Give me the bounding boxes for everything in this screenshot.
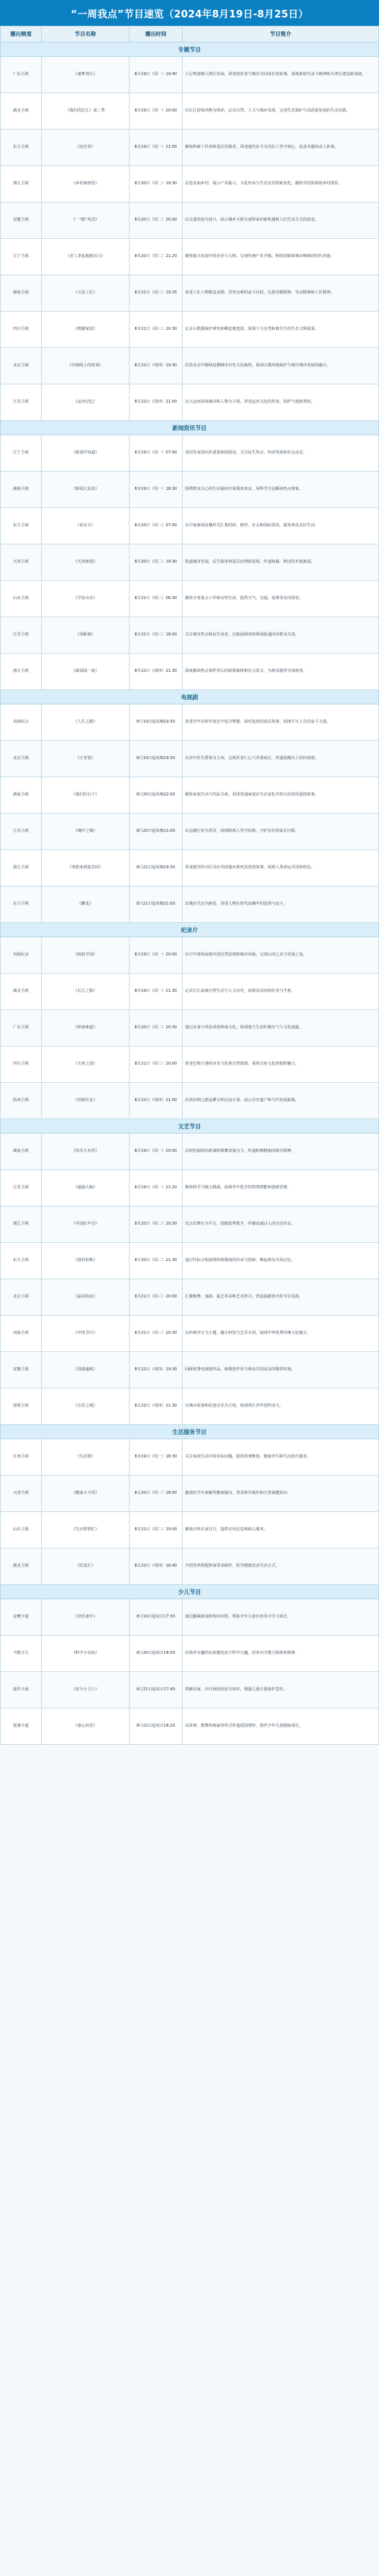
table-row: [1, 1170, 379, 1206]
program-program: 《新闻早知道》: [42, 435, 130, 472]
table-row: [1, 166, 379, 202]
program-channel: 优漫卡通: [1, 1708, 42, 1745]
table-row: [1, 617, 379, 654]
program-channel: 东方卫视: [1, 130, 42, 166]
section-row: [1, 421, 379, 435]
section-title: 纪录片: [1, 923, 379, 937]
table-row: [1, 435, 379, 472]
table-row: [1, 1548, 379, 1585]
program-description: 报道城市发展、民生服务和基层治理新进展，传递权威、鲜活的本地新闻。: [183, 544, 379, 581]
program-program: 《天津新闻》: [42, 544, 130, 581]
program-time: 8月20日起每晚22:00: [130, 777, 183, 814]
program-description: 通过趣味游戏和知识问答，帮助少年儿童在快乐中学习成长。: [183, 1599, 379, 1636]
program-channel: 江西卫视: [1, 1439, 42, 1476]
table-row: [1, 1010, 379, 1046]
program-program: 《人生之路》: [42, 704, 130, 741]
program-program: 《欢迎来到麦乐村》: [42, 850, 130, 886]
program-channel: 湖北卫视: [1, 93, 42, 130]
table-row: [1, 1672, 379, 1708]
program-channel: 四川卫视: [1, 1046, 42, 1083]
program-time: 8月21日起每晚19:30: [130, 850, 183, 886]
program-channel: 江苏卫视: [1, 617, 42, 654]
program-description: 聚焦科学与脑力挑战，展现青年选手的智慧潜能和创新思维。: [183, 1170, 379, 1206]
program-description: 立足粤港澳大湾区发展，讲述创业者与城市共同成长的故事，展现新时代奋斗精神和大湾区建设新成就。: [183, 57, 379, 93]
program-time: 8月22日（周四）21:00: [130, 384, 183, 421]
program-program: 《最强大脑》: [42, 1170, 130, 1206]
program-time: 8月22日（周四）19:30: [130, 1352, 183, 1388]
program-channel: 湖北卫视: [1, 974, 42, 1010]
section-title: 专题节目: [1, 42, 379, 57]
table-row: [1, 472, 379, 508]
program-program: 《我们的长江》第二季: [42, 93, 130, 130]
program-description: 记录长江流域自然生态与人文历史，展现母亲河的壮美与生机。: [183, 974, 379, 1010]
page-title: “一周我点”节目速览（2024年8月19日-8月25日）: [0, 0, 379, 26]
program-description: 以长江沿线风物为线索，记录自然、人文与城乡发展，呈现生态保护与高质量发展的生动实践。: [183, 93, 379, 130]
section-title: 生活服务节目: [1, 1425, 379, 1439]
program-description: 以传统节日为主题，融合科技与艺术手段，展现中华优秀传统文化魅力。: [183, 1316, 379, 1352]
program-program: 《老工业基地新活力》: [42, 239, 130, 275]
program-description: 聚焦科研工作者和基层实践者，讲述他们在平凡岗位上坚守初心、追求卓越的动人故事。: [183, 130, 379, 166]
program-description: 以青年医生群体为主角，呈现医者仁心与青春成长，传递温暖向上的价值观。: [183, 741, 379, 777]
program-description: 走进美丽乡村，展示产业振兴、文化传承与生态宜居的新变化，描绘共同富裕的乡村图景。: [183, 166, 379, 202]
program-time: 8月19日起每日17:30: [130, 1599, 183, 1636]
program-program: 《最美的夜》: [42, 1279, 130, 1316]
program-time: 8月20日（周二）20:30: [130, 1206, 183, 1243]
table-row: [1, 544, 379, 581]
program-time: 8月21日（周三）20:30: [130, 312, 183, 348]
program-program: 《生活帮》: [42, 1439, 130, 1476]
program-description: 聚焦家庭生活与代际关系，讲述普通家庭在生活变化中相互扶持的温情故事。: [183, 777, 379, 814]
table-row: [1, 886, 379, 923]
program-time: 8月21日起每日17:40: [130, 1672, 183, 1708]
table-row: [1, 384, 379, 421]
table-row: [1, 348, 379, 384]
program-channel: 北京卫视: [1, 741, 42, 777]
section-row: [1, 42, 379, 57]
program-channel: 浙江卫视: [1, 166, 42, 202]
program-time: 8月19日（周一）19:40: [130, 57, 183, 93]
program-channel: 江苏卫视: [1, 814, 42, 850]
program-description: 以故事、歌舞和朗诵等形式传递爱国情怀，陪伴少年儿童健康成长。: [183, 1708, 379, 1745]
table-body: [1, 42, 379, 1745]
table-row: [1, 814, 379, 850]
program-time: 8月20日（周二）20:30: [130, 1010, 183, 1046]
table-row: [1, 508, 379, 544]
program-time: 8月20日起每日18:00: [130, 1636, 183, 1672]
program-program: 《音乐之城》: [42, 1388, 130, 1425]
program-time: 8月19日（周一）21:30: [130, 974, 183, 1010]
program-program: 《早安山东》: [42, 581, 130, 617]
program-channel: 河南卫视: [1, 1316, 42, 1352]
program-time: 8月19日（周一）20:00: [130, 93, 183, 130]
table-row: [1, 937, 379, 974]
program-channel: 湖南卫视: [1, 472, 42, 508]
program-program: 《我们的歌》: [42, 1243, 130, 1279]
program-time: 8月20日（周二）21:30: [130, 1243, 183, 1279]
program-channel: 江苏卫视: [1, 1170, 42, 1206]
program-time: 8月19日（周一）20:00: [130, 937, 183, 974]
program-channel: 浙江卫视: [1, 850, 42, 886]
section-row: [1, 1119, 379, 1134]
program-program: 《天府之国》: [42, 1046, 130, 1083]
program-channel: 天津卫视: [1, 1476, 42, 1512]
program-program: 《童心向党》: [42, 1708, 130, 1745]
program-program: 《新闻大求真》: [42, 472, 130, 508]
program-program: 《饮食汇》: [42, 1548, 130, 1585]
table-row: [1, 777, 379, 814]
program-channel: 卡酷少儿: [1, 1636, 42, 1672]
program-channel: 四川卫视: [1, 312, 42, 348]
program-channel: 深圳卫视: [1, 1388, 42, 1425]
program-channel: 央视纪录: [1, 937, 42, 974]
table-row: [1, 1599, 379, 1636]
program-program: 《中国节日》: [42, 1316, 130, 1352]
program-program: 《生活帮帮忙》: [42, 1512, 130, 1548]
program-channel: 江苏卫视: [1, 384, 42, 421]
program-description: 讲述青年在时代变迁中追寻理想、面对选择的成长故事，展现平凡人生的奋斗力量。: [183, 704, 379, 741]
program-program: 《岭南味道》: [42, 1010, 130, 1046]
program-program: 《乡村新画卷》: [42, 166, 130, 202]
program-program: 《大国工匠》: [42, 275, 130, 312]
program-time: 8月21日（周三）20:30: [130, 1316, 183, 1352]
program-time: 8月19日（周一）18:30: [130, 1439, 183, 1476]
section-row: [1, 1425, 379, 1439]
table-row: [1, 93, 379, 130]
header-time: 播出时间: [130, 27, 183, 42]
table-row: [1, 850, 379, 886]
program-program: 《我们的日子》: [42, 777, 130, 814]
program-channel: 央视综合: [1, 704, 42, 741]
program-channel: 湖南卫视: [1, 1134, 42, 1170]
program-description: 以空中视角展现中国自然景观和城市风貌，呈现山河之美与发展之变。: [183, 937, 379, 974]
program-time: 8月22日（周四）18:40: [130, 1548, 183, 1585]
program-program: 《繁花》: [42, 886, 130, 923]
program-time: 8月21日（周三）20:00: [130, 1046, 183, 1083]
table-row: [1, 1388, 379, 1425]
program-program: 《一“路”风景》: [42, 202, 130, 239]
program-channel: 北京卫视: [1, 348, 42, 384]
program-description: 讲述巴蜀大地的历史文化和自然资源，展现天府文化的独特魅力。: [183, 1046, 379, 1083]
table-row: [1, 312, 379, 348]
program-description: 以城市生活为画卷，讲述人物在时代浪潮中的选择与奋斗。: [183, 886, 379, 923]
program-time: 8月20日起每晚21:00: [130, 814, 183, 850]
program-time: 8月21日（周三）06:30: [130, 581, 183, 617]
program-time: 8月19日（周一）21:00: [130, 130, 183, 166]
program-channel: 浙江卫视: [1, 1206, 42, 1243]
program-description: 聚焦全省重点工作和百姓生活，提供天气、交通、消费等实用资讯。: [183, 581, 379, 617]
program-time: 8月20日（周二）19:30: [130, 166, 183, 202]
program-channel: 安徽卫视: [1, 202, 42, 239]
program-channel: 嘉佳卡通: [1, 1672, 42, 1708]
table-row: [1, 741, 379, 777]
table-row: [1, 1206, 379, 1243]
program-time: 8月21日（周三）19:35: [130, 275, 183, 312]
program-time: 8月20日（周二）07:00: [130, 508, 183, 544]
table-row: [1, 974, 379, 1010]
program-program: 《正青春》: [42, 741, 130, 777]
section-title: 新闻资讯节目: [1, 421, 379, 435]
section-row: [1, 1585, 379, 1599]
program-channel: 湖北卫视: [1, 1548, 42, 1585]
program-description: 以轻松愉快的游戏和歌舞表演为主，传递积极健康的娱乐精神。: [183, 1134, 379, 1170]
table-row: [1, 1708, 379, 1745]
program-time: 8月19日（周一）21:20: [130, 1170, 183, 1206]
program-program: 《城中之城》: [42, 814, 130, 850]
program-description: 深度解读热点事件背后的政策脉络和社会意义，为观众提供全面视角。: [183, 654, 379, 690]
program-program: 《安全小卫士》: [42, 1672, 130, 1708]
program-time: 8月20日（周二）19:30: [130, 544, 183, 581]
program-channel: 东方卫视: [1, 886, 42, 923]
program-program: 《快乐童年》: [42, 1599, 130, 1636]
program-channel: 天津卫视: [1, 544, 42, 581]
program-channel: 东方卫视: [1, 1243, 42, 1279]
program-description: 沿着北京中轴线追溯城市历史文化脉络，展现古都风貌保护与现代城市发展的融合。: [183, 348, 379, 384]
table-row: [1, 581, 379, 617]
program-time: 8月21日（周三）19:00: [130, 1512, 183, 1548]
program-time: 8月22日（周四）21:30: [130, 654, 183, 690]
program-description: 沿着丝绸之路追溯文明交流互鉴，展示历史遗产和当代发展新篇。: [183, 1083, 379, 1119]
table-row: [1, 275, 379, 312]
program-channel: 山东卫视: [1, 1512, 42, 1548]
program-channel: 安徽卫视: [1, 1352, 42, 1388]
program-program: 《航拍中国》: [42, 937, 130, 974]
table-row: [1, 1439, 379, 1476]
program-time: 8月20日（周二）20:00: [130, 202, 183, 239]
program-channel: 金鹰卡通: [1, 1599, 42, 1636]
program-program: 《追光者》: [42, 130, 130, 166]
program-description: 以简单有趣的实验激发孩子科学兴趣，培养动手能力和探索精神。: [183, 1636, 379, 1672]
program-time: 8月19日（周一）20:00: [130, 1134, 183, 1170]
table-row: [1, 1352, 379, 1388]
table-row: [1, 1476, 379, 1512]
table-row: [1, 1134, 379, 1170]
program-time: 8月22日（周四）21:30: [130, 1388, 183, 1425]
program-program: 《快乐大本营》: [42, 1134, 130, 1170]
program-description: 以金融行业为背景，展现职场人坚守原则、守护信任的成长历程。: [183, 814, 379, 850]
program-time: 8月22日（周四）21:00: [130, 1083, 183, 1119]
program-description: 聚焦振兴发展中的企业与人物，呈现传统产业升级、科技创新和城市焕新的时代风貌。: [183, 239, 379, 275]
header-channel: 播出频道: [1, 27, 42, 42]
program-time: 8月19日（周一）18:30: [130, 472, 183, 508]
table-row: [1, 654, 379, 690]
program-time: 8月19日起每晚19:30: [130, 741, 183, 777]
program-time: 8月19日起每晚19:30: [130, 704, 183, 741]
table-row: [1, 1316, 379, 1352]
program-description: 邀请医学专家解答健康疑问，普及科学就医和日常保健知识。: [183, 1476, 379, 1512]
program-channel: 陕西卫视: [1, 1083, 42, 1119]
program-description: 以交通发展为切口，展示城乡互联互通带来的新机遇和人们生活方式的改变。: [183, 202, 379, 239]
table-row: [1, 1046, 379, 1083]
program-channel: 辽宁卫视: [1, 239, 42, 275]
program-description: 围绕群众关心的生活疑问开展调查求证，用科学方法解读热点现象。: [183, 472, 379, 508]
section-row: [1, 923, 379, 937]
program-program: 《国剧盛典》: [42, 1352, 130, 1388]
program-description: 通过美食与风俗讲述岭南文化，展现地方生活的烟火气与文化底蕴。: [183, 1010, 379, 1046]
table-row: [1, 130, 379, 166]
table-row: [1, 239, 379, 275]
table-row: [1, 1243, 379, 1279]
table-row: [1, 1636, 379, 1672]
program-time: 8月21日（周三）20:00: [130, 1279, 183, 1316]
program-program: 《中轴线上的故事》: [42, 348, 130, 384]
table-row: [1, 1279, 379, 1316]
program-description: 关注家庭生活中的实际问题，提供消费维权、健康养生和生活技巧服务。: [183, 1439, 379, 1476]
program-table: [0, 26, 379, 1745]
program-time: 8月21日（周三）18:00: [130, 617, 183, 654]
header-program: 节目名称: [42, 27, 130, 42]
program-channel: 湖南卫视: [1, 275, 42, 312]
program-description: 以大运河沿线城市和人物为主线，讲述运河文化的传承、保护与创新利用。: [183, 384, 379, 421]
program-time: 8月19日（周一）07:00: [130, 435, 183, 472]
table-row: [1, 1083, 379, 1119]
program-description: 通过代际合唱展现经典歌曲的传承与创新，唤起观众共同记忆。: [183, 1243, 379, 1279]
program-program: 《运河记忆》: [42, 384, 130, 421]
section-row: [1, 690, 379, 704]
program-program: 《中国好声音》: [42, 1206, 130, 1243]
program-channel: 东方卫视: [1, 508, 42, 544]
program-description: 以早间新闻直播形式汇集时政、财经、社会和国际资讯，服务观众美好生活。: [183, 508, 379, 544]
table-header-row: [1, 27, 379, 42]
section-title: 少儿节目: [1, 1585, 379, 1599]
program-channel: 山东卫视: [1, 581, 42, 617]
program-description: 讲述工匠人物精益求精、攻坚克难的奋斗历程，弘扬劳模精神、劳动精神和工匠精神。: [183, 275, 379, 312]
program-channel: 北京卫视: [1, 1279, 42, 1316]
program-program: 《熊猫家园》: [42, 312, 130, 348]
program-description: 讲解居家、出行和校园安全知识，增强儿童自我保护意识。: [183, 1672, 379, 1708]
program-program: 《逐梦湾区》: [42, 57, 130, 93]
program-program: 《健康大不同》: [42, 1476, 130, 1512]
program-time: 8月20日（周二）18:00: [130, 1476, 183, 1512]
program-description: 关注城市热点和民生诉求，以新闻调查和现场报道回应群众关切。: [183, 617, 379, 654]
header-description: 节目简介: [183, 27, 379, 42]
program-description: 记录大熊猫保护研究和栖息地建设，展现人与自然和谐共生的生态文明成果。: [183, 312, 379, 348]
program-description: 聚焦百姓衣食住行，提供实用信息和贴心服务。: [183, 1512, 379, 1548]
table-row: [1, 704, 379, 741]
program-description: 介绍营养搭配和家常菜制作，倡导健康饮食生活方式。: [183, 1548, 379, 1585]
program-channel: 浙江卫视: [1, 654, 42, 690]
table-row: [1, 202, 379, 239]
program-description: 讲述援外医疗队员在异国他乡救死扶伤的故事，展现人类命运共同体理念。: [183, 850, 379, 886]
program-program: 《丝路长安》: [42, 1083, 130, 1119]
program-channel: 湖南卫视: [1, 777, 42, 814]
program-time: 8月21日起每晚21:00: [130, 886, 183, 923]
program-time: 8月22日（周四）19:30: [130, 348, 183, 384]
program-program: 《零距离》: [42, 617, 130, 654]
program-description: 汇聚歌舞、戏曲、曲艺等多种艺术形式，营造温暖喜庆的节目氛围。: [183, 1279, 379, 1316]
program-time: 8月22日起每日18:20: [130, 1708, 183, 1745]
program-channel: 广东卫视: [1, 1010, 42, 1046]
program-program: 《新闻深一度》: [42, 654, 130, 690]
program-channel: 辽宁卫视: [1, 435, 42, 472]
section-title: 电视剧: [1, 690, 379, 704]
program-channel: 广东卫视: [1, 57, 42, 93]
program-program: 《科学小实验》: [42, 1636, 130, 1672]
program-program: 《长江之歌》: [42, 974, 130, 1010]
program-description: 以城市故事和原创音乐为主线，展现湾区青年创作活力。: [183, 1388, 379, 1425]
table-row: [1, 1512, 379, 1548]
program-program: 《看东方》: [42, 508, 130, 544]
program-description: 以音乐舞台为平台，挖掘优秀歌手，传播真诚动人的音乐作品。: [183, 1206, 379, 1243]
table-row: [1, 57, 379, 93]
program-description: 回顾优秀电视剧作品，致敬创作者与观众共同见证的精彩时刻。: [183, 1352, 379, 1388]
section-title: 文艺节目: [1, 1119, 379, 1134]
program-time: 8月20日（周二）21:20: [130, 239, 183, 275]
program-description: 及时发布国内外重要新闻资讯，关注民生热点、经济发展和社会动态。: [183, 435, 379, 472]
